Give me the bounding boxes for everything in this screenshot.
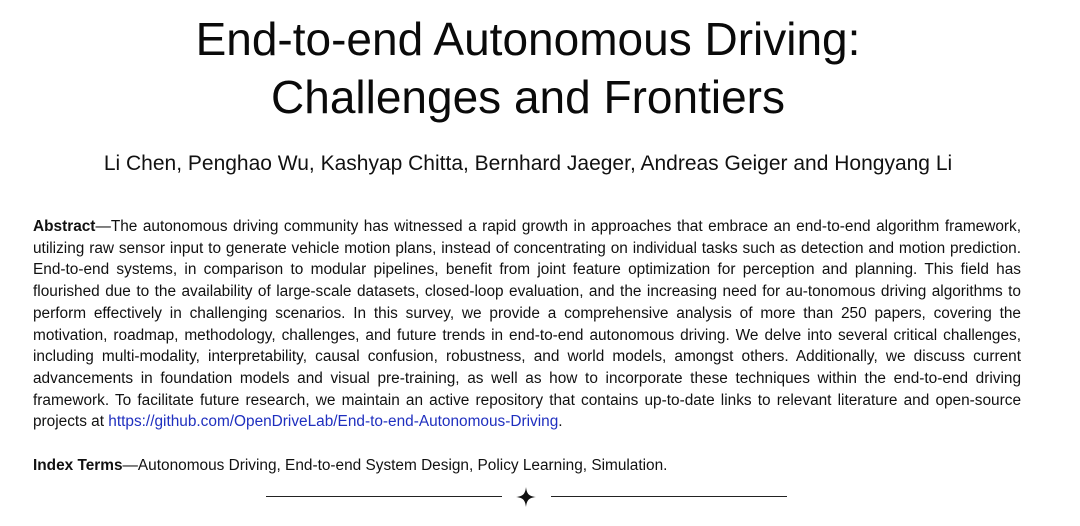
title-line-1: End-to-end Autonomous Driving: bbox=[195, 13, 861, 65]
index-terms-body: —Autonomous Driving, End-to-end System Design, Policy Learning, Simulation. bbox=[122, 457, 668, 474]
paper-title bbox=[0, 10, 1056, 126]
abstract bbox=[33, 216, 1021, 433]
repository-link[interactable]: https://github.com/OpenDriveLab/End-to-end-Autonomous-Driving bbox=[108, 413, 559, 431]
divider-rule-left bbox=[266, 496, 502, 497]
abstract-label: Abstract bbox=[33, 218, 96, 235]
index-terms-label: Index Terms bbox=[33, 457, 123, 474]
abstract-body: —The autonomous driving community has witnessed a rapid growth in approaches that embrace an end-to-end algorithm framework, utilizing raw sensor input to generate vehicle motion plans, instead of concentrating on individual tasks such as detection and motion prediction. End-to-end systems, in comparison to modular pipelines, benefit from joint feature optimization for perception and planning. This field has flourished due to the availability of large-scale datasets, closed-loop evaluation, and the increasing need for au-tonomous driving algorithms to perform effectively in challenging scenarios. In this survey, we provide a comprehensive analysis of more than 250 papers, covering the motivation, roadmap, methodology, challenges, and future trends in end-to-end autonomous driving. We delve into several critical challenges, including multi-modality, interpretability, causal confusion, robustness, and world models, amongst others. Additionally, we discuss current advancements in foundation models and visual pre-training, as well as how to incorporate these techniques within the end-to-end driving framework. To facilitate future research, we maintain an active repository that contains up-to-date links to relevant literature and open-source projects at bbox=[33, 218, 1021, 431]
author-list: Li Chen, Penghao Wu, Kashyap Chitta, Bernhard Jaeger, Andreas Geiger and Hongyang Li bbox=[103, 152, 953, 175]
section-divider bbox=[0, 486, 1056, 508]
index-terms bbox=[33, 455, 1021, 476]
title-line-2: Challenges and Frontiers bbox=[271, 71, 785, 123]
four-point-star-icon bbox=[515, 486, 537, 508]
divider-rule-right bbox=[551, 496, 787, 497]
abstract-end: . bbox=[558, 413, 563, 431]
